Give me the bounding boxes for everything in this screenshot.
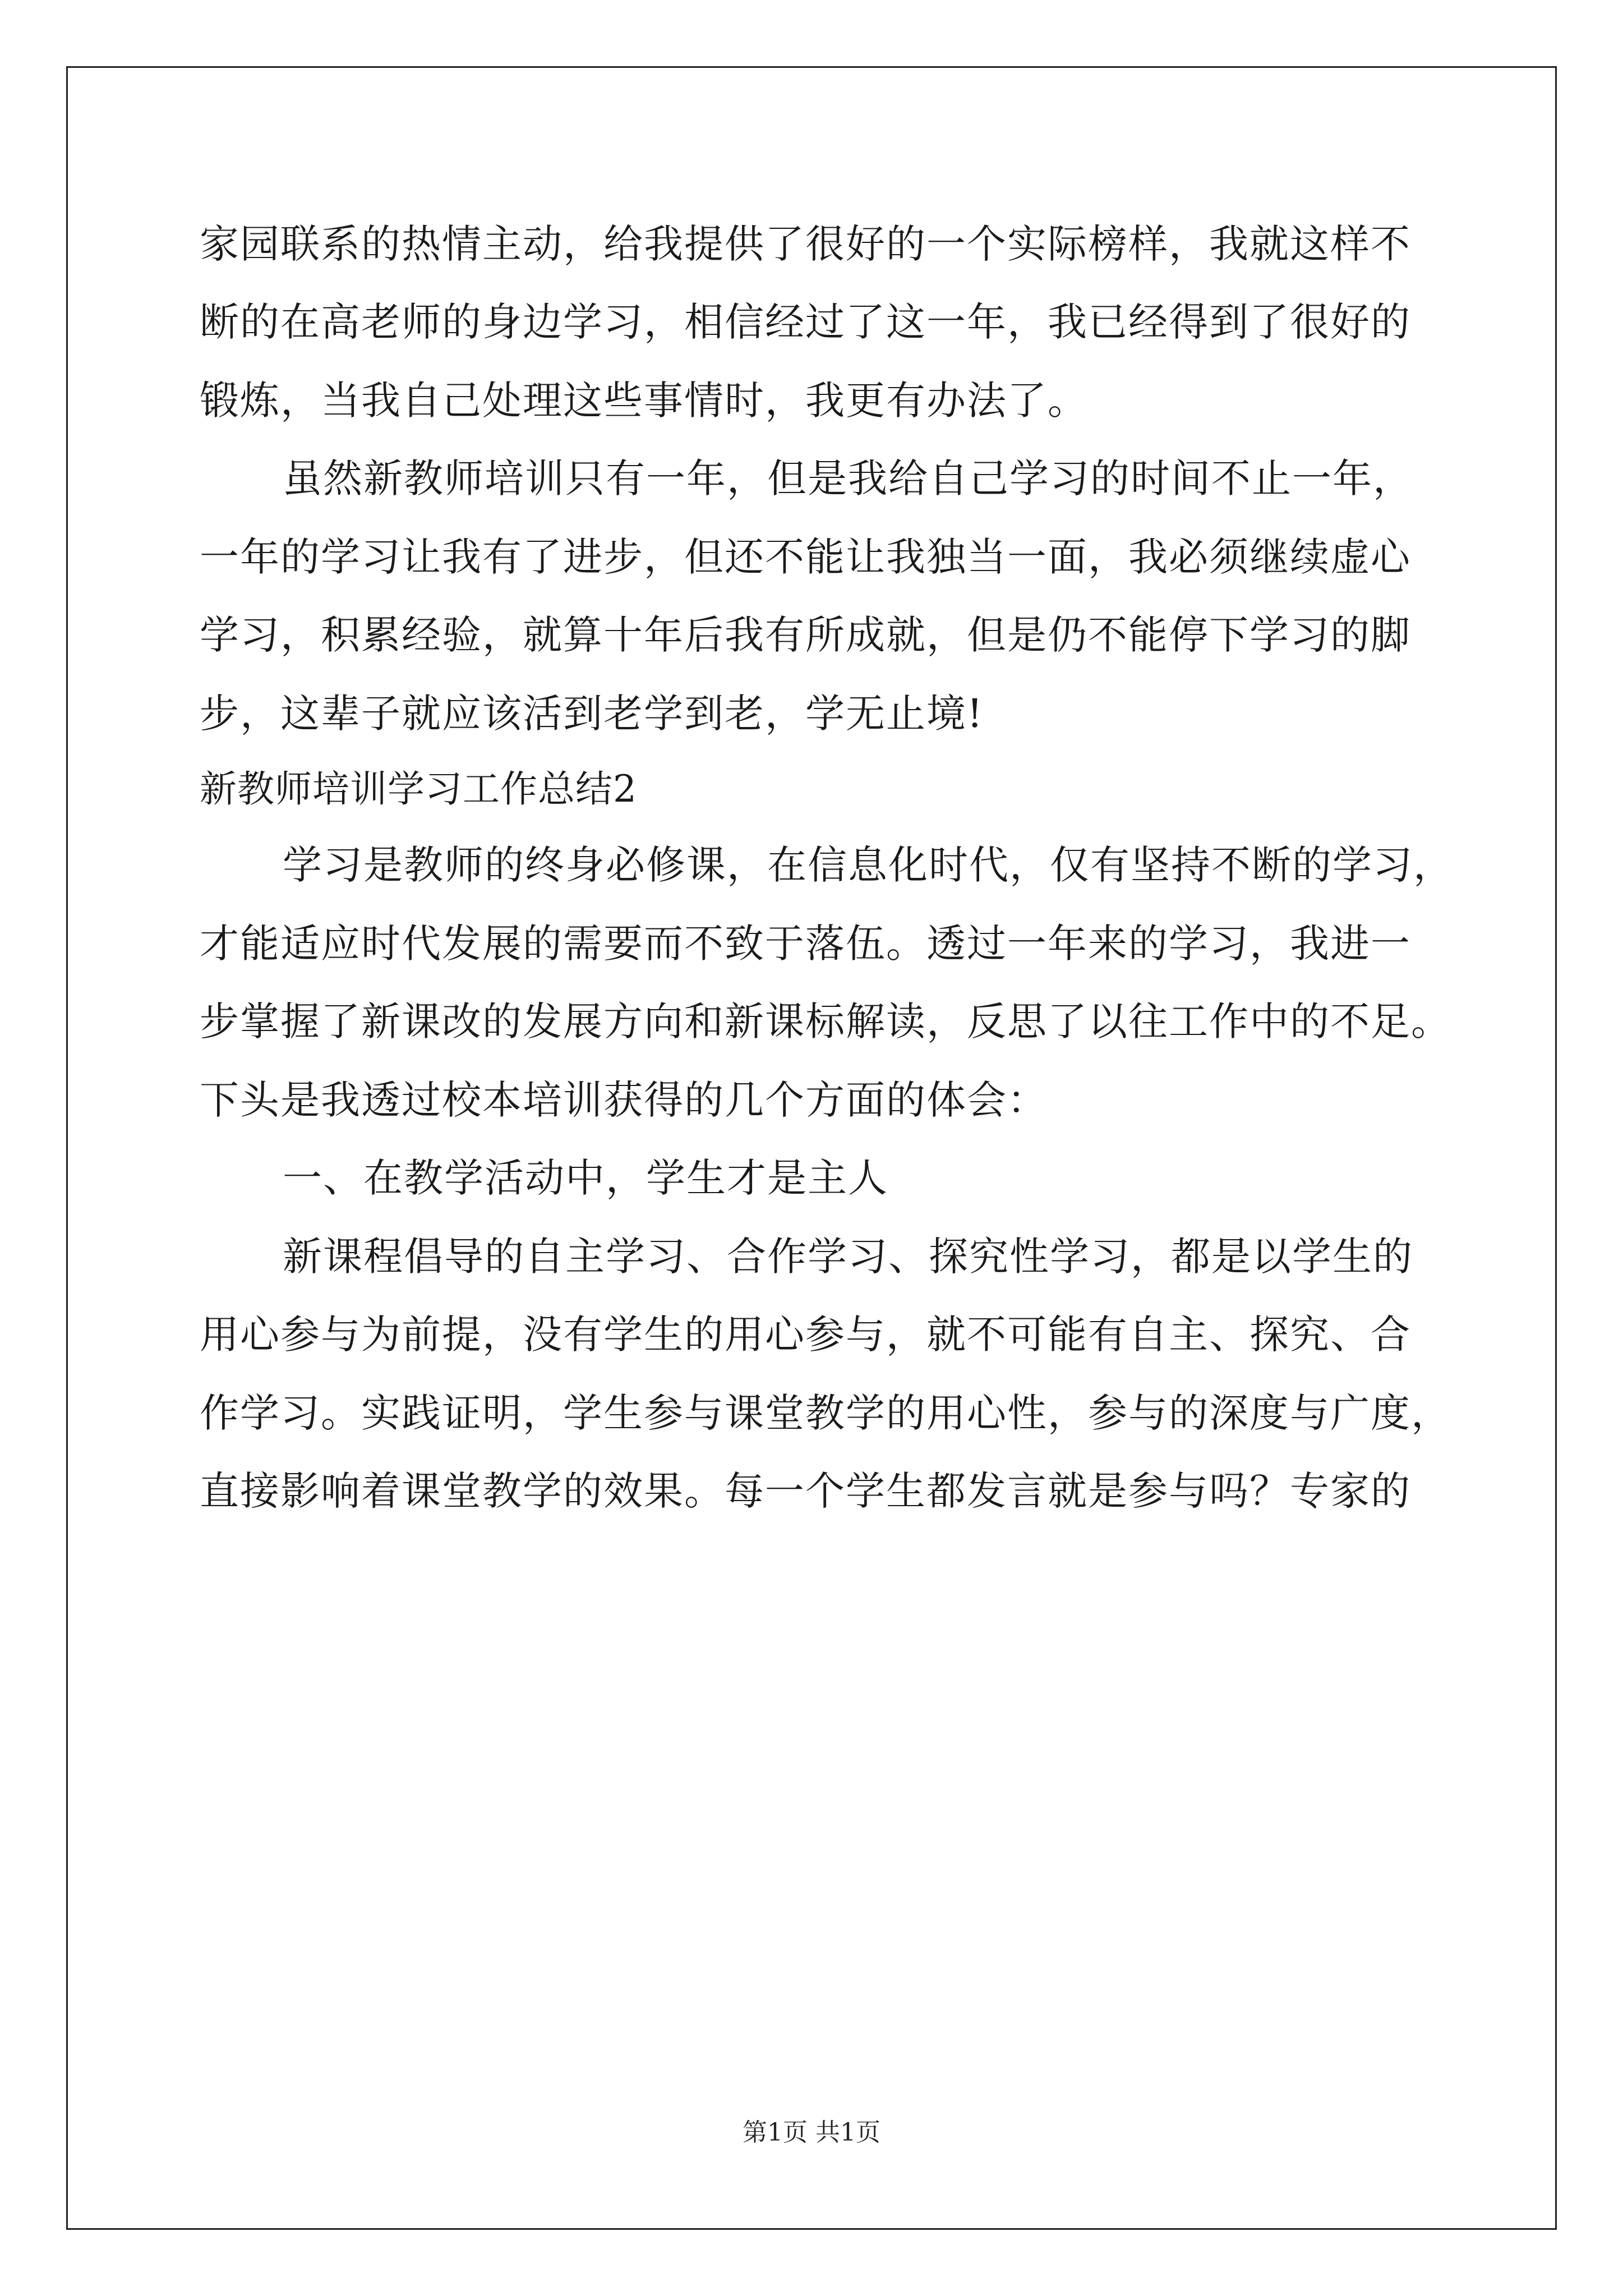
paragraph-line: 用心参与为前提，没有学生的用心参与，就不可能有自主、探究、合 xyxy=(200,1312,1411,1358)
paragraph-line: 直接影响着课堂教学的效果。每一个学生都发言就是参与吗？专家的 xyxy=(200,1468,1411,1514)
page-number-footer: 第1页 共1页 xyxy=(743,2118,880,2147)
subheading-line: 一、在教学活动中，学生才是主人 xyxy=(283,1155,888,1201)
paragraph-line: 学习，积累经验，就算十年后我有所成就，但是仍不能停下学习的脚 xyxy=(200,612,1411,658)
paragraph-line: 学习是教师的终身必修课，在信息化时代，仅有坚持不断的学习， xyxy=(283,842,1454,888)
paragraph-line: 下头是我透过校本培训获得的几个方面的体会： xyxy=(200,1077,1048,1123)
paragraph-line: 步掌握了新课改的发展方向和新课标解读，反思了以往工作中的不足。 xyxy=(200,999,1451,1045)
paragraph-line: 步，这辈子就应该活到老学到老，学无止境! xyxy=(200,691,984,737)
paragraph-line: 虽然新教师培训只有一年，但是我给自己学习的时间不止一年， xyxy=(283,455,1413,501)
paragraph-line: 锻炼，当我自己处理这些事情时，我更有办法了。 xyxy=(200,378,1088,424)
paragraph-line: 作学习。实践证明，学生参与课堂教学的用心性，参与的深度与广度， xyxy=(200,1390,1451,1436)
section-heading: 新教师培训学习工作总结2 xyxy=(200,767,637,811)
paragraph-line: 才能适应时代发展的需要而不致于落伍。透过一年来的学习，我进一 xyxy=(200,921,1411,967)
paragraph-line: 家园联系的热情主动，给我提供了很好的一个实际榜样，我就这样不 xyxy=(200,221,1411,267)
paragraph-line: 一年的学习让我有了进步，但还不能让我独当一面，我必须继续虚心 xyxy=(200,534,1411,580)
paragraph-line: 断的在高老师的身边学习，相信经过了这一年，我已经得到了很好的 xyxy=(200,299,1411,345)
paragraph-line: 新课程倡导的自主学习、合作学习、探究性学习，都是以学生的 xyxy=(283,1234,1413,1280)
